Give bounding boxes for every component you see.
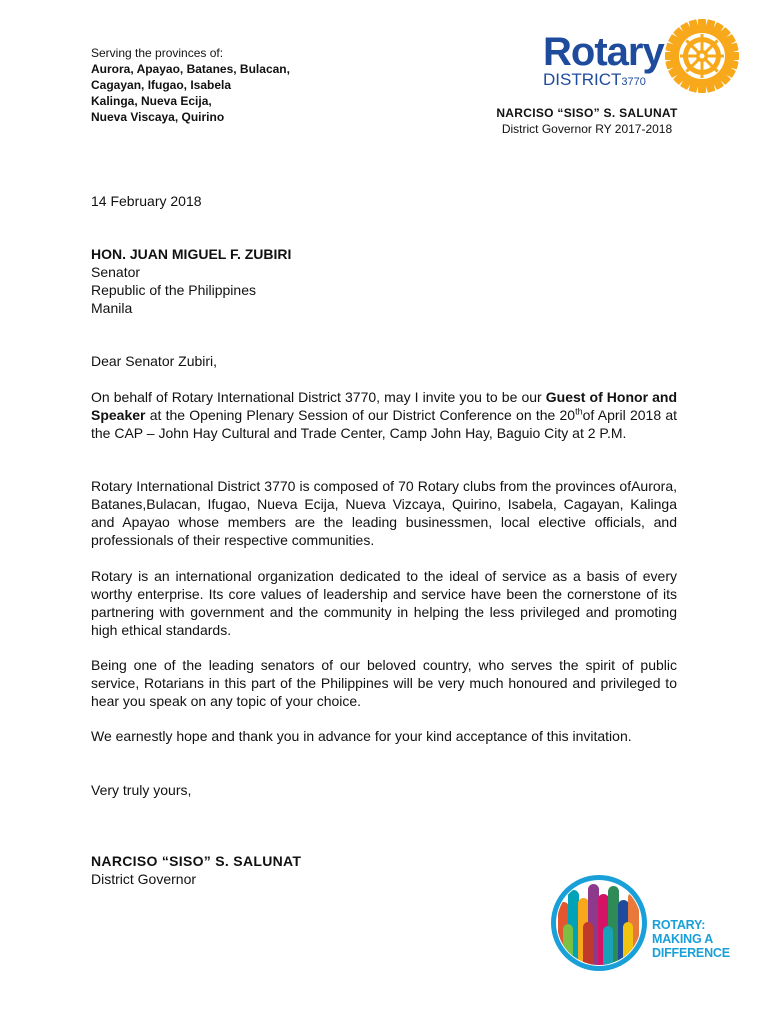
paragraph-thanks: We earnestly hope and thank you in advance for your kind acceptance of this invitation. (91, 728, 632, 744)
paragraph-invitation (91, 388, 677, 442)
provinces-line: Nueva Viscaya, Quirino (91, 110, 225, 124)
recipient-name: HON. JUAN MIGUEL F. ZUBIRI (91, 246, 292, 262)
provinces-header (91, 45, 290, 125)
governor-name: NARCISO “SISO” S. SALUNAT (496, 106, 678, 120)
logo-wordmark: Rotary (543, 30, 664, 74)
badge-line: DIFFERENCE (652, 946, 730, 960)
badge-tagline (652, 918, 730, 960)
governor-title: District Governor RY 2017-2018 (501, 122, 673, 136)
governor-block (492, 105, 682, 137)
paragraph-district: Rotary International District 3770 is composed of 70 Rotary clubs from the provinces ofAurora, Batanes,Bulacan, Ifugao, Nueva Ecija, Nueva Vizcaya, Quirino, Isabela, Cagayan, Kalinga and Apayao whose members are the leading businessmen, local elective officials, and professionals of their respective communities. (91, 478, 677, 548)
provinces-intro: Serving the provinces of: (91, 46, 224, 60)
logo-district-text: DISTRICT (543, 70, 622, 89)
signer-title: District Governor (91, 871, 197, 887)
paragraph-text: On behalf of Rotary International District 3770, may I invite you to be our (91, 389, 546, 405)
provinces-line: Aurora, Apayao, Batanes, Bulacan, (91, 62, 290, 76)
provinces-line: Kalinga, Nueva Ecija, (91, 94, 212, 108)
rotary-district-logo (541, 18, 741, 100)
ordinal-suffix: th (575, 406, 583, 417)
paragraph-senator: Being one of the leading senators of our beloved country, who serves the spirit of public service, Rotarians in this part of the Philippines will be very much honoured and privileged to hear you speak on any topic of your choice. (91, 657, 677, 709)
signer-name: NARCISO “SISO” S. SALUNAT (91, 853, 302, 869)
recipient-line: Senator (91, 264, 141, 280)
provinces-line: Cagayan, Ifugao, Isabela (91, 78, 232, 92)
closing: Very truly yours, (91, 782, 192, 798)
paragraph-text: of April 2018 at the CAP – John Hay Cultural and Trade Center, Camp John Hay, Baguio City at 2 P.M. (91, 407, 678, 441)
logo-district-number: 3770 (621, 76, 646, 88)
salutation: Dear Senator Zubiri, (91, 353, 218, 369)
badge-line: ROTARY: (652, 918, 706, 932)
paragraph-rotary: Rotary is an international organization dedicated to the ideal of service as a basis of every worthy enterprise. Its core values of leadership and service have been the cornerstone of its partnering with government and the community in helping the less privileged and promoting high ethical standards. (91, 568, 677, 638)
logo-district-label (543, 70, 646, 92)
recipient-block (91, 245, 677, 317)
paragraph-text: at the Opening Plenary Session of our District Conference on the 20 (145, 407, 576, 423)
rotary-wheel-icon (664, 18, 740, 94)
badge-line: MAKING A (652, 932, 714, 946)
recipient-line: Manila (91, 300, 133, 316)
people-circle-icon (548, 872, 650, 974)
making-a-difference-badge (548, 872, 738, 972)
guest-of-honor-emphasis: Guest of Honor and Speaker (91, 389, 677, 423)
letter-date: 14 February 2018 (91, 193, 202, 209)
recipient-line: Republic of the Philippines (91, 282, 256, 298)
